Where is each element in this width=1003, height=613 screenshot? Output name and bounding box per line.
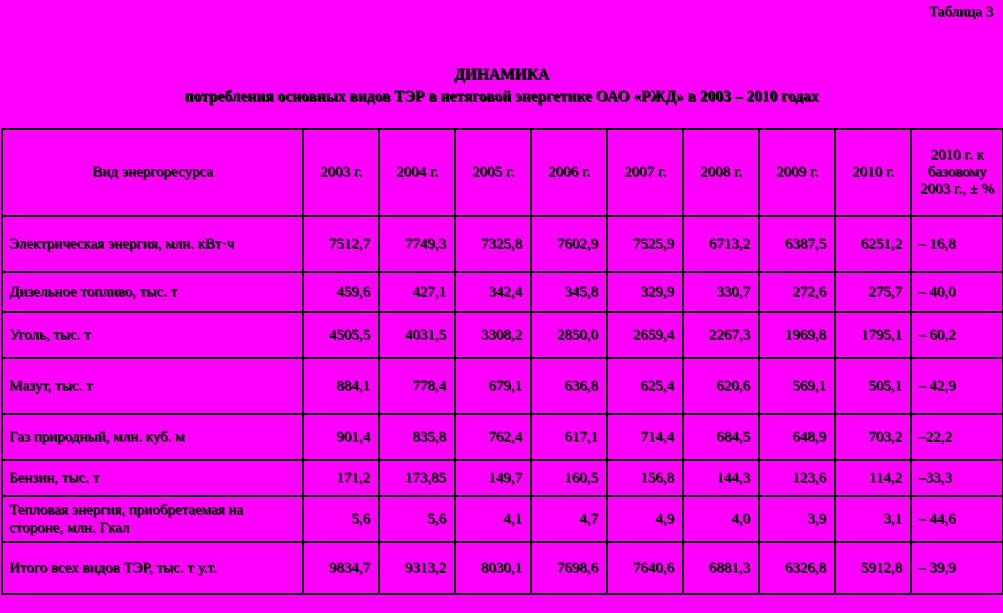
value-cell: 7698,6 bbox=[531, 542, 607, 594]
value-cell: 5912,8 bbox=[835, 542, 911, 594]
table-row bbox=[2, 496, 1003, 542]
table-row bbox=[2, 358, 1003, 414]
value-cell: 679,1 bbox=[455, 358, 531, 414]
value-cell: 6326,8 bbox=[759, 542, 835, 594]
value-cell: 4505,5 bbox=[303, 312, 379, 358]
table-row bbox=[2, 460, 1003, 496]
value-cell: 7749,3 bbox=[379, 216, 455, 272]
value-cell: 330,7 bbox=[683, 272, 759, 312]
value-cell: 272,6 bbox=[759, 272, 835, 312]
value-cell: 173,85 bbox=[379, 460, 455, 496]
resource-name-cell: Уголь, тыс. т bbox=[2, 312, 303, 358]
change-percent-cell: – 42,9 bbox=[911, 358, 1003, 414]
value-cell: 7525,9 bbox=[607, 216, 683, 272]
header-cell: 2007 г. bbox=[607, 129, 683, 216]
value-cell: 714,4 bbox=[607, 414, 683, 460]
value-cell: 5,6 bbox=[303, 496, 379, 542]
change-percent-cell: – 39,9 bbox=[911, 542, 1003, 594]
change-percent-cell: – 16,8 bbox=[911, 216, 1003, 272]
resource-name-cell: Тепловая энергия, приобретаемая на стороне, млн. Гкал bbox=[2, 496, 303, 542]
value-cell: 160,5 bbox=[531, 460, 607, 496]
header-cell: 2009 г. bbox=[759, 129, 835, 216]
table-row bbox=[2, 414, 1003, 460]
table-subtitle: потребления основных видов ТЭР в нетяговой энергетике ОАО «РЖД» в 2003 – 2010 годах bbox=[184, 88, 819, 105]
table-row bbox=[2, 272, 1003, 312]
resource-name-cell: Дизельное топливо, тыс. т bbox=[2, 272, 303, 312]
value-cell: 275,7 bbox=[835, 272, 911, 312]
value-cell: 835,8 bbox=[379, 414, 455, 460]
value-cell: 342,4 bbox=[455, 272, 531, 312]
value-cell: 114,2 bbox=[835, 460, 911, 496]
value-cell: 4,7 bbox=[531, 496, 607, 542]
table-body bbox=[2, 216, 1003, 594]
value-cell: 427,1 bbox=[379, 272, 455, 312]
energy-consumption-table bbox=[1, 128, 1003, 595]
change-percent-cell: – 40,0 bbox=[911, 272, 1003, 312]
value-cell: 3308,2 bbox=[455, 312, 531, 358]
value-cell: 569,1 bbox=[759, 358, 835, 414]
value-cell: 620,6 bbox=[683, 358, 759, 414]
resource-name-cell: Электрическая энергия, млн. кВт·ч bbox=[2, 216, 303, 272]
value-cell: 123,6 bbox=[759, 460, 835, 496]
table-row bbox=[2, 542, 1003, 594]
value-cell: 2267,3 bbox=[683, 312, 759, 358]
value-cell: 144,3 bbox=[683, 460, 759, 496]
table-title: ДИНАМИКА bbox=[453, 66, 550, 83]
value-cell: 6713,2 bbox=[683, 216, 759, 272]
value-cell: 7602,9 bbox=[531, 216, 607, 272]
value-cell: 5,6 bbox=[379, 496, 455, 542]
value-cell: 3,1 bbox=[835, 496, 911, 542]
header-cell: 2003 г. bbox=[303, 129, 379, 216]
value-cell: 703,2 bbox=[835, 414, 911, 460]
header-row bbox=[2, 129, 1003, 216]
value-cell: 4,1 bbox=[455, 496, 531, 542]
value-cell: 901,4 bbox=[303, 414, 379, 460]
header-cell: 2008 г. bbox=[683, 129, 759, 216]
value-cell: 345,8 bbox=[531, 272, 607, 312]
resource-name-cell: Итого всех видов ТЭР, тыс. т у.т. bbox=[2, 542, 303, 594]
header-cell: 2005 г. bbox=[455, 129, 531, 216]
value-cell: 156,8 bbox=[607, 460, 683, 496]
resource-name-cell: Бензин, тыс. т bbox=[2, 460, 303, 496]
value-cell: 4,9 bbox=[607, 496, 683, 542]
header-cell: 2006 г. bbox=[531, 129, 607, 216]
value-cell: 2850,0 bbox=[531, 312, 607, 358]
value-cell: 9313,2 bbox=[379, 542, 455, 594]
value-cell: 9834,7 bbox=[303, 542, 379, 594]
header-cell: 2010 г. bbox=[835, 129, 911, 216]
value-cell: 171,2 bbox=[303, 460, 379, 496]
resource-name-cell: Мазут, тыс. т bbox=[2, 358, 303, 414]
resource-name-cell: Газ природный, млн. куб. м bbox=[2, 414, 303, 460]
header-cell: 2010 г. к базовому 2003 г., ± % bbox=[911, 129, 1003, 216]
value-cell: 149,7 bbox=[455, 460, 531, 496]
table-number-label: Таблица 3 bbox=[928, 4, 993, 20]
header-cell: Вид энергоресурса bbox=[2, 129, 303, 216]
table-row bbox=[2, 312, 1003, 358]
value-cell: 329,9 bbox=[607, 272, 683, 312]
value-cell: 2659,4 bbox=[607, 312, 683, 358]
value-cell: 636,8 bbox=[531, 358, 607, 414]
value-cell: 7512,7 bbox=[303, 216, 379, 272]
table-row bbox=[2, 216, 1003, 272]
change-percent-cell: –22,2 bbox=[911, 414, 1003, 460]
value-cell: 1795,1 bbox=[835, 312, 911, 358]
change-percent-cell: –33,3 bbox=[911, 460, 1003, 496]
header-cell: 2004 г. bbox=[379, 129, 455, 216]
value-cell: 8030,1 bbox=[455, 542, 531, 594]
value-cell: 778,4 bbox=[379, 358, 455, 414]
value-cell: 459,6 bbox=[303, 272, 379, 312]
value-cell: 6251,2 bbox=[835, 216, 911, 272]
value-cell: 617,1 bbox=[531, 414, 607, 460]
value-cell: 762,4 bbox=[455, 414, 531, 460]
change-percent-cell: – 60,2 bbox=[911, 312, 1003, 358]
value-cell: 4031,5 bbox=[379, 312, 455, 358]
value-cell: 648,9 bbox=[759, 414, 835, 460]
value-cell: 7640,6 bbox=[607, 542, 683, 594]
value-cell: 6881,3 bbox=[683, 542, 759, 594]
value-cell: 884,1 bbox=[303, 358, 379, 414]
change-percent-cell: – 44,6 bbox=[911, 496, 1003, 542]
value-cell: 3,9 bbox=[759, 496, 835, 542]
value-cell: 1969,8 bbox=[759, 312, 835, 358]
value-cell: 7325,8 bbox=[455, 216, 531, 272]
value-cell: 6387,5 bbox=[759, 216, 835, 272]
value-cell: 625,4 bbox=[607, 358, 683, 414]
value-cell: 4,0 bbox=[683, 496, 759, 542]
value-cell: 684,5 bbox=[683, 414, 759, 460]
value-cell: 505,1 bbox=[835, 358, 911, 414]
